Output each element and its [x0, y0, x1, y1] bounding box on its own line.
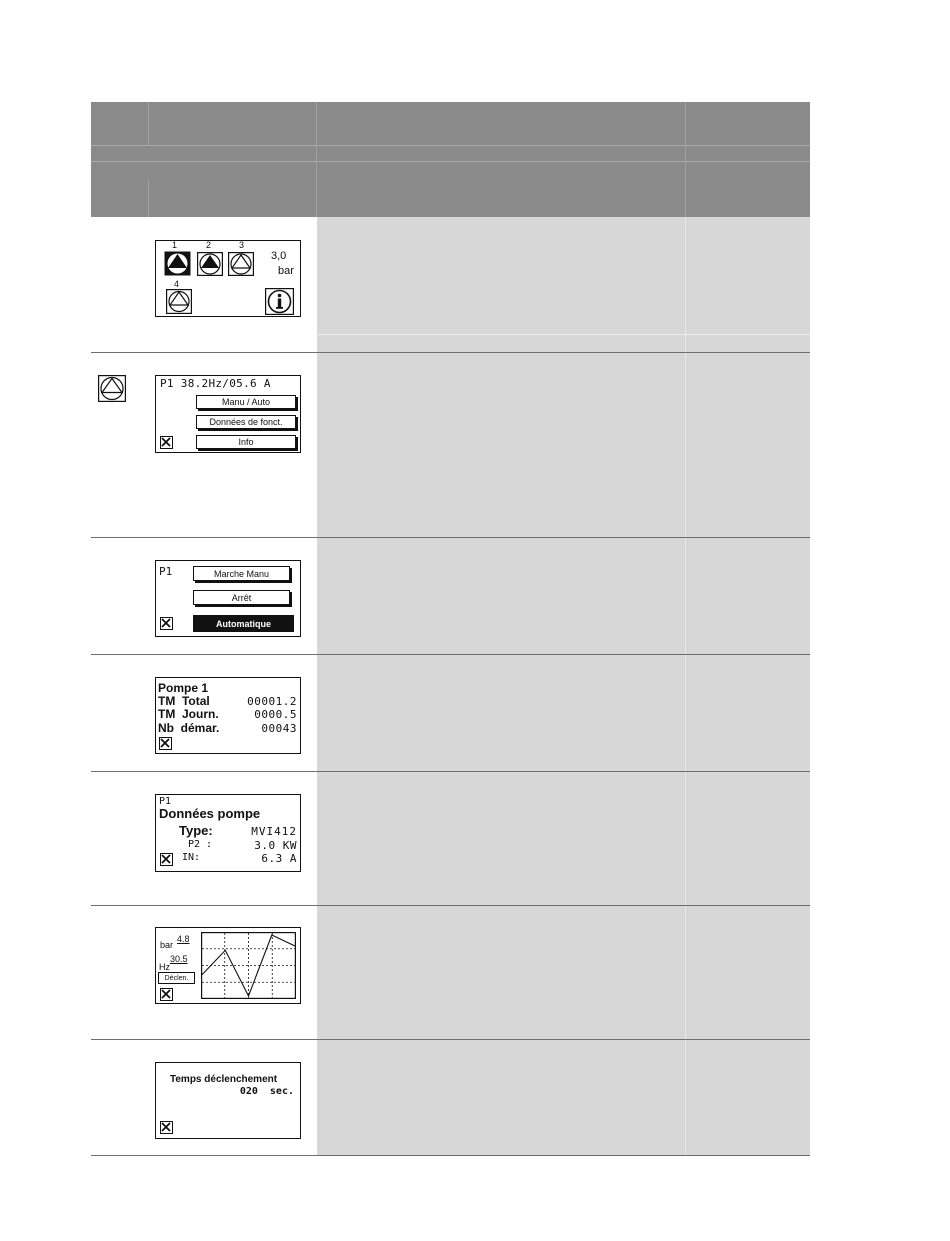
trip-time-title: Temps déclenchement	[170, 1074, 278, 1085]
overview-screen	[155, 240, 301, 317]
manu-auto-button[interactable]: Manu / Auto	[196, 395, 296, 409]
pump-label-2: 2	[206, 240, 212, 250]
header-rule	[91, 145, 810, 146]
close-icon[interactable]	[160, 1121, 173, 1134]
in-value: 6.3 A	[261, 852, 297, 865]
screen-title: Pompe 1	[158, 681, 209, 695]
pump-running-icon[interactable]	[197, 252, 223, 276]
trip-time-value: 020 sec.	[239, 1086, 294, 1097]
type-value: MVI412	[251, 825, 297, 838]
bar-value: 4.8	[177, 934, 190, 944]
pump-idle-icon[interactable]	[228, 252, 254, 276]
type-label: Type:	[179, 823, 213, 838]
row-label: TM Journ.	[158, 707, 219, 721]
close-icon[interactable]	[160, 617, 173, 630]
pump-menu-screen	[155, 375, 301, 453]
header-col-divider	[685, 102, 686, 217]
pump-label-4: 4	[174, 279, 180, 289]
close-icon[interactable]	[159, 737, 172, 750]
operating-data-button[interactable]: Données de fonct.	[196, 415, 296, 429]
p2-value: 3.0 KW	[254, 839, 297, 852]
stop-button[interactable]: Arrêt	[193, 590, 290, 605]
table-header	[91, 102, 810, 217]
pump-idle-icon[interactable]	[166, 289, 192, 314]
header-rule	[91, 161, 810, 162]
trend-chart	[201, 932, 296, 999]
manual-auto-screen	[155, 560, 301, 637]
manual-run-button[interactable]: Marche Manu	[193, 566, 290, 581]
in-label: IN:	[182, 852, 201, 863]
trend-screen	[155, 927, 301, 1004]
pressure-unit: bar	[278, 265, 294, 277]
pump-id: P1	[159, 565, 173, 578]
bar-label: bar	[160, 940, 174, 950]
pump-idle-icon	[98, 375, 126, 407]
close-icon[interactable]	[160, 436, 173, 449]
row-value: 00001.2	[247, 695, 297, 708]
hz-value: 30.5	[170, 954, 188, 964]
row-value: 0000.5	[254, 708, 297, 721]
row-rule	[91, 352, 810, 353]
row-rule	[91, 1155, 810, 1156]
row-rule	[91, 537, 810, 538]
pump-status-line: P1 38.2Hz/05.6 A	[160, 377, 271, 390]
row-rule	[91, 771, 810, 772]
hz-label: Hz	[159, 962, 170, 972]
row-label: TM Total	[158, 694, 210, 708]
trip-button[interactable]: Déclen.	[158, 972, 195, 984]
pump-label-3: 3	[239, 240, 245, 250]
row-value: 00043	[261, 722, 297, 735]
pump-id: P1	[159, 796, 172, 807]
pump-label-1: 1	[172, 240, 178, 250]
row-rule	[317, 334, 810, 335]
row-rule	[91, 654, 810, 655]
close-icon[interactable]	[160, 988, 173, 1001]
info-button[interactable]: Info	[196, 435, 296, 449]
column-separator	[685, 217, 686, 1155]
row-rule	[91, 905, 810, 906]
screen-title: Données pompe	[159, 806, 261, 821]
pressure-value: 3,0	[271, 250, 287, 262]
header-col-divider	[148, 102, 149, 145]
header-col-divider	[148, 180, 149, 217]
p2-label: P2 :	[188, 839, 213, 850]
automatic-button[interactable]: Automatique	[193, 615, 294, 632]
operating-data-screen	[155, 677, 301, 754]
header-col-divider	[316, 102, 317, 217]
pump-running-icon[interactable]	[164, 251, 191, 276]
row-rule	[91, 1039, 810, 1040]
close-icon[interactable]	[160, 853, 173, 866]
description-column	[317, 217, 810, 1155]
pump-data-screen	[155, 794, 301, 872]
info-icon[interactable]	[265, 288, 294, 317]
trip-time-screen	[155, 1062, 301, 1139]
row-label: Nb démar.	[158, 721, 220, 735]
